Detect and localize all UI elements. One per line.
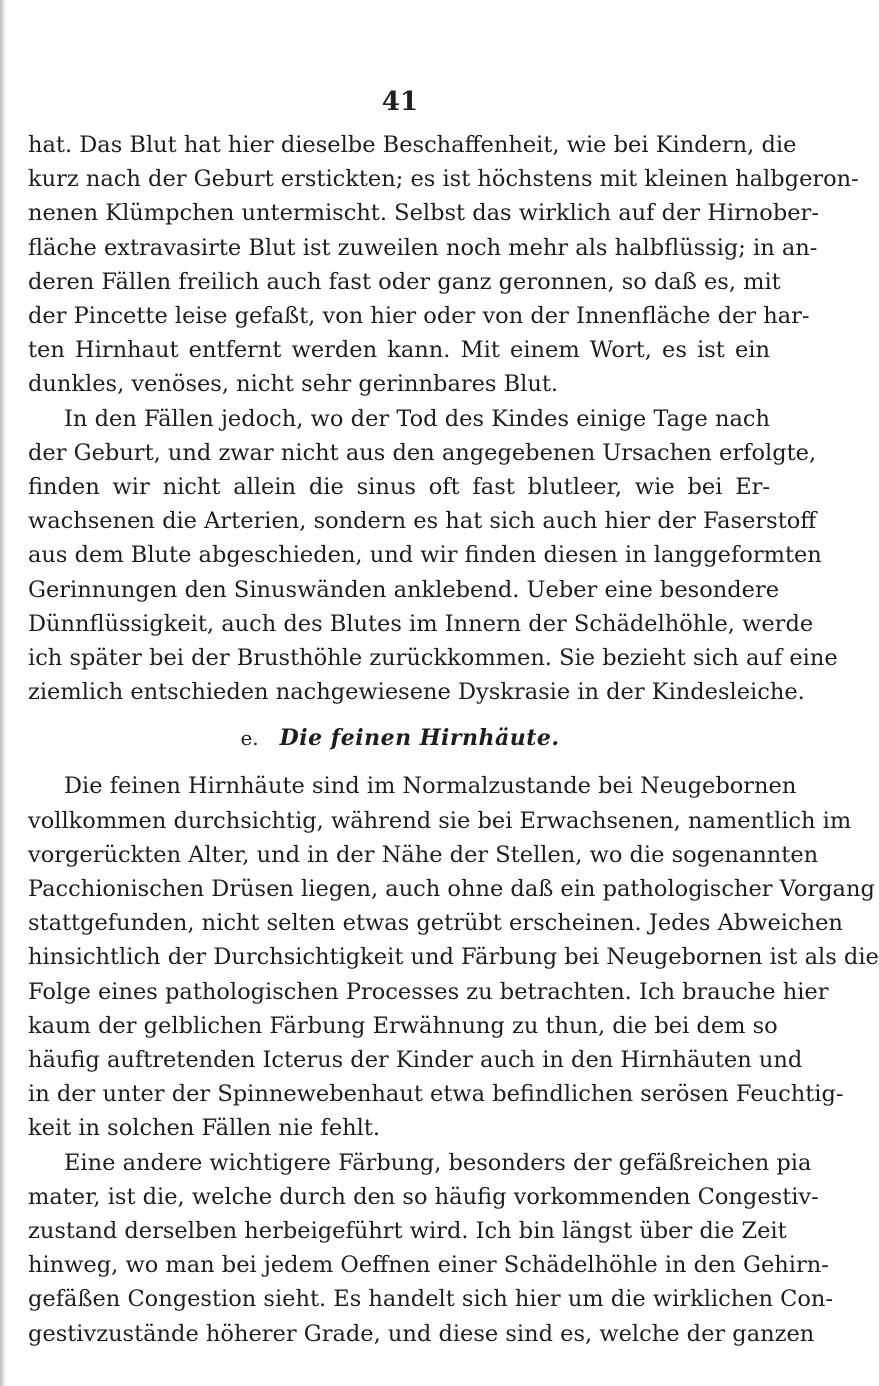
text-line: Eine andere wichtigere Färbung, besonders der gefäßreichen pia: [64, 1150, 812, 1176]
text-line: Folge eines pathologischen Processes zu betrachten. Ich brauche hier: [28, 979, 829, 1005]
text-line: gefäßen Congestion sieht. Es handelt sich hier um die wirklichen Con-: [28, 1286, 834, 1312]
text-line: vollkommen durchsichtig, während sie bei Erwachsenen, namentlich im: [28, 808, 852, 834]
text-line: fläche extravasirte Blut ist zuweilen noch mehr als halbflüssig; in an-: [28, 235, 818, 261]
text-line: hinsichtlich der Durchsichtigkeit und Färbung bei Neugebornen ist als die: [28, 944, 879, 970]
text-line: ziemlich entschieden nachgewiesene Dyskrasie in der Kindesleiche.: [28, 679, 805, 705]
text-line: finden wir nicht allein die sinus oft fast blutleer, wie bei Er-: [28, 474, 770, 500]
text-line: zustand derselben herbeigeführt wird. Ich bin längst über die Zeit: [28, 1218, 787, 1244]
text-line: aus dem Blute abgeschieden, und wir finden diesen in langgeformten: [28, 542, 822, 568]
text-line: stattgefunden, nicht selten etwas getrübt erscheinen. Jedes Abweichen: [28, 910, 843, 936]
text-line: ich später bei der Brusthöhle zurückkommen. Sie bezieht sich auf eine: [28, 645, 838, 671]
text-line: dunkles, venöses, nicht sehr gerinnbares Blut.: [28, 371, 559, 397]
text-line: Pacchionischen Drüsen liegen, auch ohne daß ein pathologischer Vorgang: [28, 876, 875, 902]
text-line: wachsenen die Arterien, sondern es hat sich auch hier der Faserstoff: [28, 508, 817, 534]
text-line: vorgerückten Alter, und in der Nähe der Stellen, wo die sogenannten: [28, 842, 819, 868]
text-line: In den Fällen jedoch, wo der Tod des Kindes einige Tage nach: [64, 406, 770, 432]
text-line: in der unter der Spinnewebenhaut etwa befindlichen serösen Feuchtig-: [28, 1081, 844, 1107]
text-line: häufig auftretenden Icterus der Kinder auch in den Hirnhäuten und: [28, 1047, 803, 1073]
text-line: ten Hirnhaut entfernt werden kann. Mit einem Wort, es ist ein: [28, 337, 770, 363]
text-line: hat. Das Blut hat hier dieselbe Beschaffenheit, wie bei Kindern, die: [28, 132, 797, 158]
text-line: hinweg, wo man bei jedem Oeffnen einer Schädelhöhle in den Gehirn-: [28, 1252, 829, 1278]
text-line: kurz nach der Geburt erstickten; es ist höchstens mit kleinen halbgeron-: [28, 166, 859, 192]
scan-edge: [0, 0, 5, 1386]
text-line: Die feinen Hirnhäute sind im Normalzustande bei Neugebornen: [64, 773, 797, 799]
section-title: Die feinen Hirnhäute.: [279, 725, 560, 751]
section-heading: [0, 721, 800, 756]
text-line: keit in solchen Fällen nie fehlt.: [28, 1115, 381, 1141]
text-line: Gerinnungen den Sinuswänden anklebend. Ueber eine besondere: [28, 577, 780, 603]
section-letter: e.: [240, 726, 259, 750]
text-line: der Geburt, und zwar nicht aus den angegebenen Ursachen erfolgte,: [28, 440, 817, 466]
text-line: gestivzustände höherer Grade, und diese sind es, welche der ganzen: [28, 1321, 815, 1347]
page-number: 41: [381, 87, 419, 117]
text-line: Dünnflüssigkeit, auch des Blutes im Innern der Schädelhöhle, werde: [28, 611, 814, 637]
text-line: der Pincette leise gefaßt, von hier oder von der Innenfläche der har-: [28, 303, 810, 329]
text-line: deren Fällen freilich auch fast oder ganz geronnen, so daß es, mit: [28, 269, 781, 295]
text-line: kaum der gelblichen Färbung Erwähnung zu thun, die bei dem so: [28, 1013, 778, 1039]
text-line: nenen Klümpchen untermischt. Selbst das wirklich auf der Hirnober-: [28, 200, 819, 226]
text-line: mater, ist die, welche durch den so häufig vorkommenden Congestiv-: [28, 1184, 819, 1210]
